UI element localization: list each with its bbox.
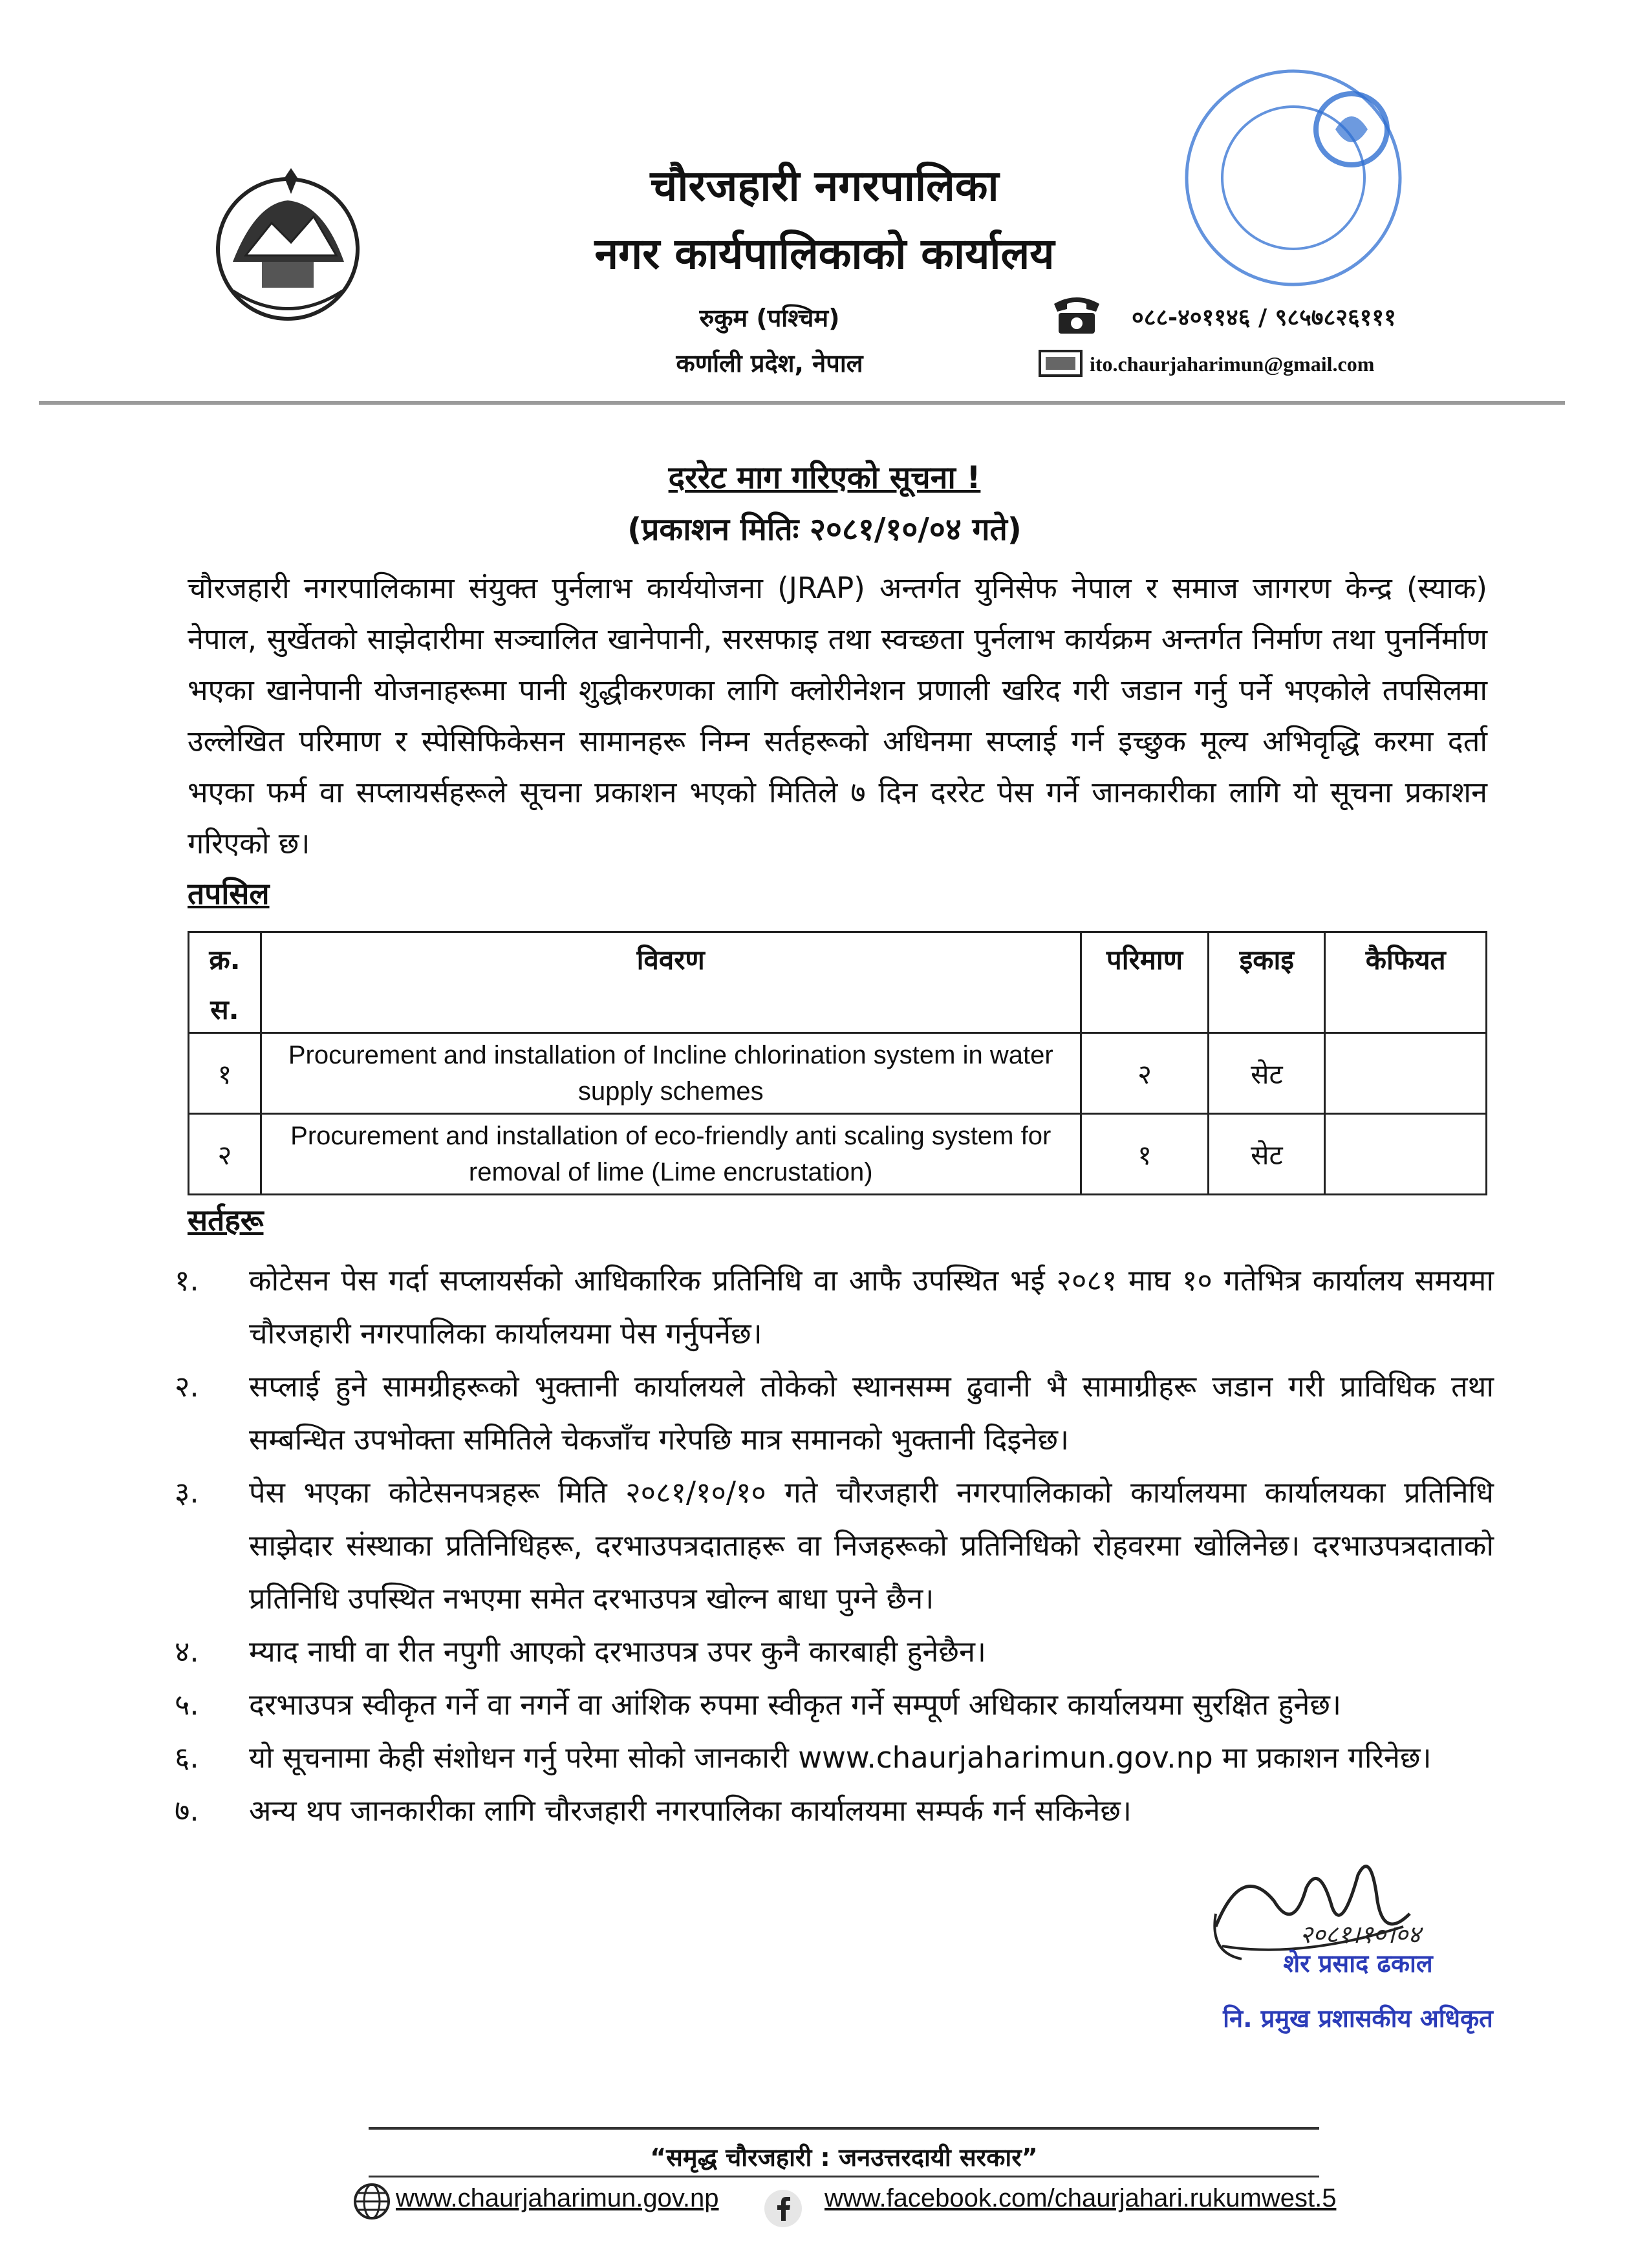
website-link[interactable]: www.chaurjaharimun.gov.np [396,2184,719,2212]
footer-divider [369,2176,1319,2177]
row-quantity: १ [1081,1114,1209,1195]
condition-text: यो सूचनामा केही संशोधन गर्नु परेमा सोको जानकारी www.chaurjaharimun.gov.np मा प्रकाशन गरिनेछ। [249,1740,1432,1775]
row-serial: २ [189,1114,261,1195]
email-address: ito.chaurjaharimun@gmail.com [1090,352,1375,376]
condition-text: सप्लाई हुने सामग्रीहरूको भुक्तानी कार्यालयले तोकेको स्थानसम्म ढुवानी भै सामाग्रीहरू जडान गरी प्राविधिक तथा सम्बन्धित उपभोक्ता समितिले चेकजाँच गरेपछि मात्र समानको भुक्तानी दिइनेछ। [249,1369,1494,1457]
row-description: Procurement and installation of Incline chlorination system in water supply schemes [261,1033,1081,1114]
list-item [175,1625,1494,1678]
facebook-link[interactable]: www.facebook.com/chaurjahari.rukumwest.5 [824,2184,1337,2212]
table-row [189,1033,1487,1114]
header-unit: इकाइ [1209,932,1325,1033]
province: कर्णाली प्रदेश, नेपाल [676,349,863,378]
footer-divider [369,2127,1319,2130]
condition-number: २. [175,1369,199,1404]
table-row [189,1114,1487,1195]
district: रुकुम (पश्चिम) [699,304,840,332]
conditions-heading: सर्तहरू [188,1203,264,1237]
condition-number: ५. [175,1687,199,1722]
condition-text: अन्य थप जानकारीका लागि चौरजहारी नगरपालिका कार्यालयमा सम्पर्क गर्न सकिनेछ। [249,1793,1132,1828]
row-serial: १ [189,1033,261,1114]
condition-number: ३. [175,1475,199,1510]
signer-title: नि. प्रमुख प्रशासकीय अधिकृत [1223,2004,1493,2033]
header-remarks: कैफियत [1325,932,1487,1033]
telephone-icon [1051,291,1103,336]
mail-icon [1038,349,1083,378]
org-name: चौरजहारी नगरपालिका [650,161,999,211]
notice-title: दररेट माग गरिएको सूचना ! [668,460,981,496]
header-quantity: परिमाण [1081,932,1209,1033]
header-description: विवरण [261,932,1081,1033]
list-item [175,1466,1494,1625]
row-unit: सेट [1209,1114,1325,1195]
details-heading: तपसिल [188,876,270,911]
list-item [175,1784,1494,1837]
intro-paragraph: चौरजहारी नगरपालिकामा संयुक्त पुर्नलाभ कार्ययोजना (JRAP) अन्तर्गत युनिसेफ नेपाल र समाज जागरण केन्द्र (स्याक) नेपाल, सुर्खेतको साझेदारीमा सञ्चालित खानेपानी, सरसफाइ तथा स्वच्छता पुर्नलाभ कार्यक्रम अन्तर्गत निर्माण तथा पुनर्निर्माण भएका खानेपानी योजनाहरूमा पानी शुद्धीकरणका लागि क्लोरीनेशन प्रणाली खरिद गरी जडान गर्नु पर्ने भएकोले तपसिलमा उल्लेखित परिमाण र स्पेसिफिकेसन सामानहरू निम्न सर्तहरूको अधिनमा सप्लाई गर्न इच्छुक मूल्य अभिवृद्धि करमा दर्ता भएका फर्म वा सप्लायर्सहरूले सूचना प्रकाशन भएको मितिले ७ दिन दररेट पेस गर्ने जानकारीका लागि यो सूचना प्रकाशन गरिएको छ। [188,571,1487,861]
row-quantity: २ [1081,1033,1209,1114]
row-remarks [1325,1114,1487,1195]
table-header-row [189,932,1487,1033]
condition-text: कोटेसन पेस गर्दा सप्लायर्सको आधिकारिक प्रतिनिधि वा आफै उपस्थित भई २०८१ माघ १० गतेभित्र कार्यालय समयमा चौरजहारी नगरपालिका कार्यालयमा पेस गर्नुपर्नेछ। [249,1263,1494,1351]
items-table [188,931,1487,1195]
list-item [175,1731,1494,1784]
conditions-list [175,1254,1494,1837]
nepal-emblem [194,165,382,326]
condition-number: ६. [175,1740,199,1775]
publication-date: (प्रकाशन मितिः २०८१/१०/०४ गते) [627,511,1022,548]
globe-icon [352,2182,391,2221]
header-serial: क्र. स. [189,932,261,1033]
list-item [175,1678,1494,1731]
facebook-icon [763,2188,803,2229]
condition-number: ७. [175,1793,199,1828]
list-item [175,1360,1494,1466]
slogan: “समृद्ध चौरजहारी : जनउत्तरदायी सरकार” [650,2143,1038,2172]
signer-name: शेर प्रसाद ढकाल [1283,1949,1433,1978]
phone-number: ०८८-४०११४६ / ९८५७८२६१११ [1132,305,1396,331]
header-divider [39,401,1565,405]
list-item [175,1254,1494,1360]
signature-date: २०८१।१०।०४ [1300,1920,1421,1949]
municipality-seal [1177,58,1410,297]
office-name: नगर कार्यपालिकाको कार्यालय [594,229,1055,279]
condition-text: पेस भएका कोटेसनपत्रहरू मिति २०८१/१०/१० गते चौरजहारी नगरपालिकाको कार्यालयमा कार्यालयका प्रतिनिधि साझेदार संस्थाका प्रतिनिधिहरू, दरभाउपत्रदाताहरू वा निजहरूको प्रतिनिधिको रोहवरमा खोलिनेछ। दरभाउपत्रदाताको प्रतिनिधि उपस्थित नभएमा समेत दरभाउपत्र खोल्न बाधा पुग्ने छैन। [249,1475,1494,1616]
handwritten-signature [1203,1849,1474,2024]
row-remarks [1325,1033,1487,1114]
row-description: Procurement and installation of eco-friendly anti scaling system for removal of lime (Lime encrustation) [261,1114,1081,1195]
condition-number: ४. [175,1634,199,1669]
row-unit: सेट [1209,1033,1325,1114]
condition-text: म्याद नाघी वा रीत नपुगी आएको दरभाउपत्र उपर कुनै कारबाही हुनेछैन। [249,1634,986,1669]
condition-number: १. [175,1263,199,1298]
condition-text: दरभाउपत्र स्वीकृत गर्ने वा नगर्ने वा आंशिक रुपमा स्वीकृत गर्ने सम्पूर्ण अधिकार कार्यालयमा सुरक्षित हुनेछ। [249,1687,1341,1722]
